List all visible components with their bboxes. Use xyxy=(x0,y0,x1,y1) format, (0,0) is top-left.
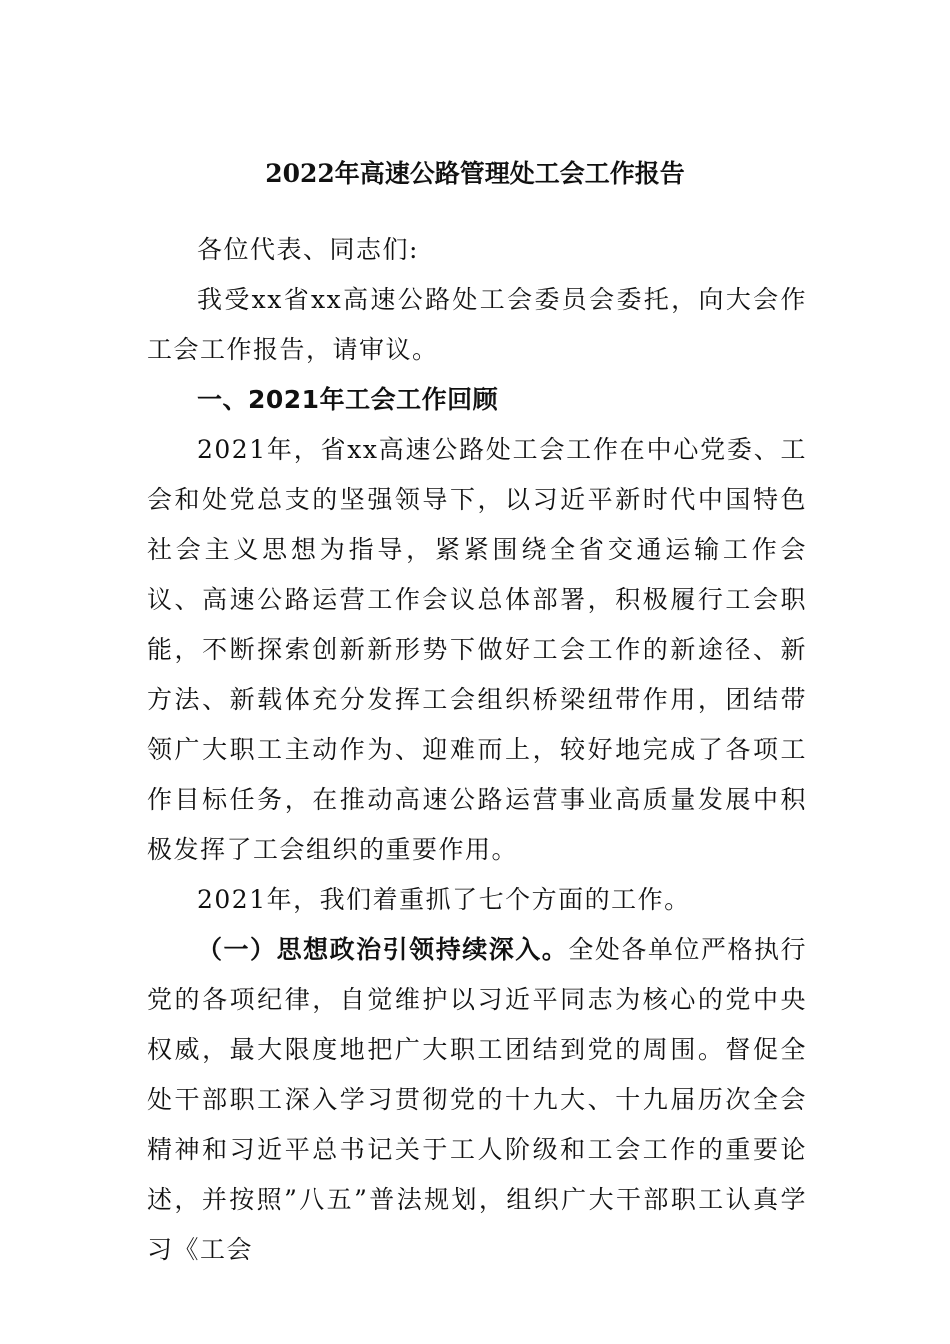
intro-paragraph: 我受xx省xx高速公路处工会委员会委托，向大会作工会工作报告，请审议。 xyxy=(147,285,807,364)
section-one-paragraph xyxy=(147,925,807,1275)
section-heading: 一、2021年工会工作回顾 xyxy=(197,385,499,414)
document-title: 2022年高速公路管理处工会工作报告 xyxy=(265,159,685,188)
section-one-lead: （一）思想政治引领持续深入。 xyxy=(197,935,569,964)
salutation: 各位代表、同志们: xyxy=(197,235,419,264)
section-one-text: 全处各单位严格执行党的各项纪律，自觉维护以习近平同志为核心的党中央权威，最大限度地把广大职工团结到党的周围。督促全处干部职工深入学习贯彻党的十九大、十九届历次全会精神和习近平总书记关于工人阶级和工会工作的重要论述，并按照”八五”普法规划，组织广大干部职工认真学习《工会 xyxy=(147,935,807,1264)
summary-paragraph: 2021年，我们着重抓了七个方面的工作。 xyxy=(197,885,691,914)
review-paragraph: 2021年，省xx高速公路处工会工作在中心党委、工会和处党总支的坚强领导下，以习近平新时代中国特色社会主义思想为指导，紧紧围绕全省交通运输工作会议、高速公路运营工作会议总体部署，积极履行工会职能，不断探索创新新形势下做好工会工作的新途径、新方法、新载体充分发挥工会组织桥梁纽带作用，团结带领广大职工主动作为、迎难而上，较好地完成了各项工作目标任务，在推动高速公路运营事业高质量发展中积极发挥了工会组织的重要作用。 xyxy=(147,435,807,864)
document-body xyxy=(147,225,807,1275)
